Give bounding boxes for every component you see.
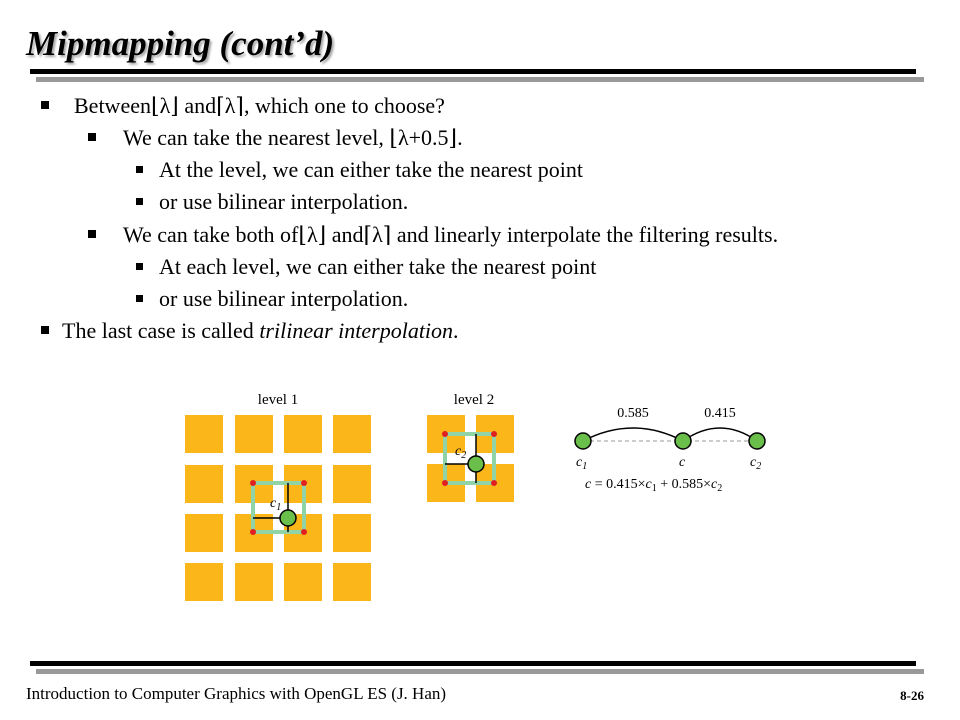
bullet-1: Between⌊λ⌋ and⌈λ⌉, which one to choose? (74, 91, 445, 121)
texel (333, 563, 371, 601)
texel (185, 415, 223, 453)
texel (333, 465, 371, 503)
arc-left (583, 428, 683, 441)
sample-c2 (468, 456, 484, 472)
texel (235, 563, 273, 601)
bullet-4: or use bilinear interpolation. (159, 189, 409, 214)
node-c1-label: $c_1$ (576, 455, 588, 472)
texel (284, 563, 322, 601)
footer-text: Introduction to Computer Graphics with OpenGL ES (J. Han) (26, 684, 447, 703)
interp-formula: $c = 0.415\times c_1 + 0.585\times c_2$ (585, 477, 723, 494)
node-c-label: c (679, 455, 686, 470)
node-c2 (749, 433, 765, 449)
texel-center (250, 529, 256, 535)
texel (333, 514, 371, 552)
bullet-6: At each level, we can either take the nearest point (159, 254, 597, 279)
footer-rule-shadow (36, 669, 924, 674)
level-2-label: level 2 (453, 392, 495, 408)
bullet-2: We can take the nearest level, ⌊λ+0.5⌋. (123, 123, 463, 153)
bullet-3: At the level, we can either take the nearest point (159, 157, 583, 182)
texel-center (442, 480, 448, 486)
bullet-7: or use bilinear interpolation. (159, 286, 409, 311)
page-number: 8-26 (900, 688, 924, 703)
texel (185, 465, 223, 503)
node-c1 (575, 433, 591, 449)
texel-center (301, 480, 307, 486)
floor-lambda: ⌊λ⌋ (298, 222, 327, 247)
floor-lambda: ⌊λ⌋ (150, 93, 179, 118)
ceil-lambda: ⌈λ⌉ (363, 222, 392, 247)
bullet-8: The last case is called trilinear interpolation. (62, 318, 459, 343)
bullet-5: We can take both of⌊λ⌋ and⌈λ⌉ and linearly interpolate the filtering results. (123, 220, 778, 250)
texel-center (301, 529, 307, 535)
texel-center (250, 480, 256, 486)
slide-title: Mipmapping (cont’d) (26, 24, 335, 63)
level-1-label: level 1 (257, 392, 299, 408)
texel-center (442, 431, 448, 437)
texel (333, 415, 371, 453)
texel-center (491, 431, 497, 437)
arc-right (683, 428, 757, 441)
texel (284, 415, 322, 453)
weight-left: 0.585 (617, 406, 649, 421)
texel (185, 563, 223, 601)
node-c2-label: $c_2$ (750, 455, 762, 472)
weight-right: 0.415 (704, 406, 736, 421)
sample-c1 (280, 510, 296, 526)
floor-lambda-half: ⌊λ+0.5⌋ (389, 125, 458, 150)
texel (185, 514, 223, 552)
texel (235, 415, 273, 453)
texel-center (491, 480, 497, 486)
c2-label: $c_2$ (455, 444, 467, 461)
node-c (675, 433, 691, 449)
c1-label: $c_1$ (270, 496, 282, 513)
footer-rule (30, 661, 916, 666)
ceil-lambda: ⌈λ⌉ (216, 93, 244, 118)
